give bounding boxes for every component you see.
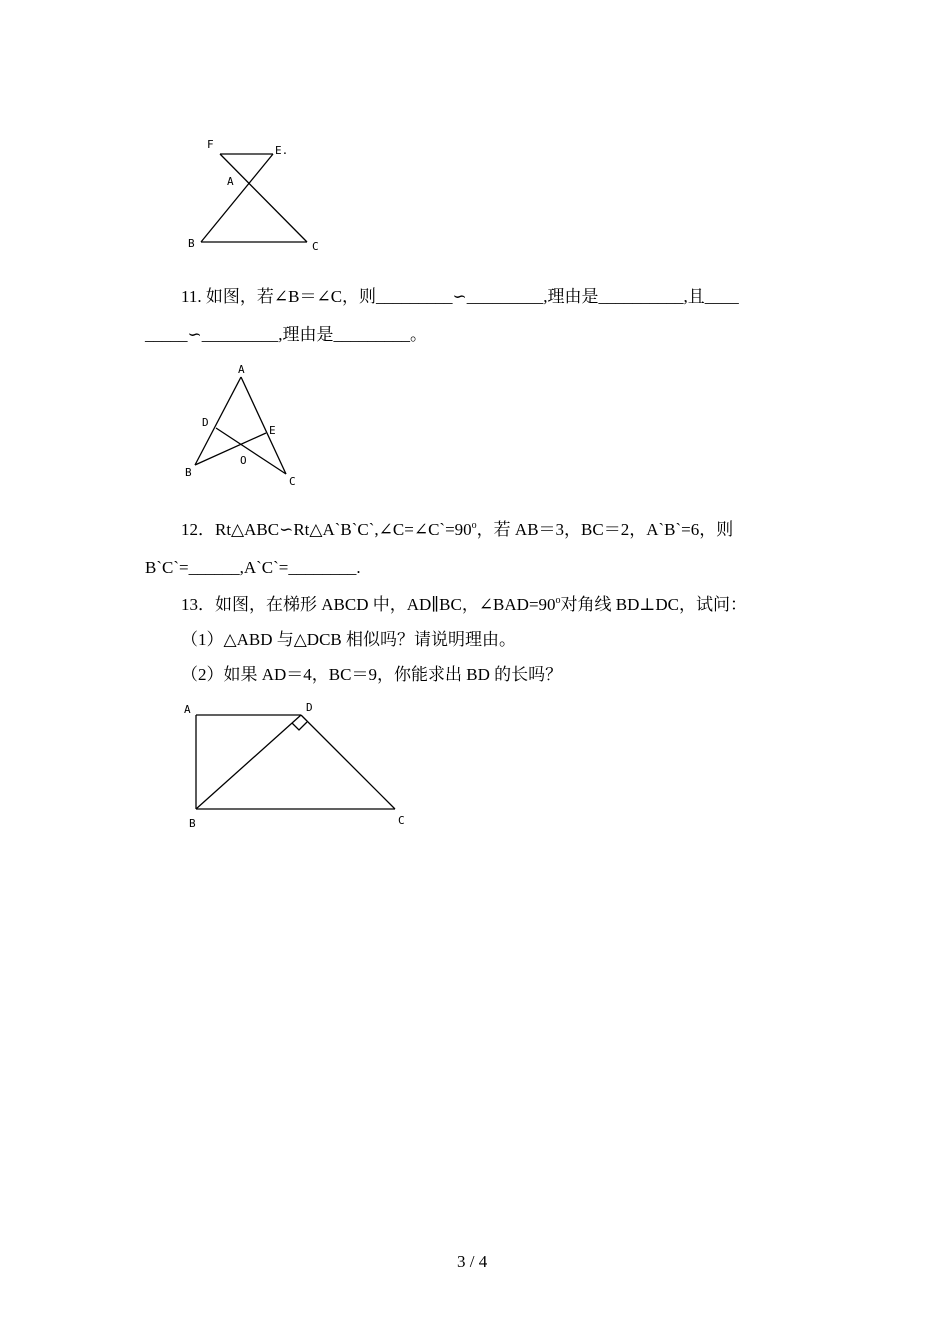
- right-angle-mark: [292, 722, 307, 730]
- figure-trapezoid-abcd: [180, 698, 420, 838]
- segment-dc: [301, 715, 395, 809]
- degree-superscript: o: [471, 520, 477, 531]
- question-13-line1-b: 对角线 BD⊥DC，试问：: [560, 595, 748, 614]
- question-11-line1: 11. 如图，若∠B＝∠C，则_________∽_________,理由是__________,且____: [181, 287, 739, 306]
- label-a: A: [184, 703, 191, 716]
- question-12-line1-a: 12．Rt△ABC∽Rt△A`B`C`,∠C=∠C`=90: [181, 520, 472, 539]
- degree-superscript: o: [555, 595, 561, 606]
- segment-bd: [196, 715, 301, 809]
- label-d: D: [202, 416, 209, 429]
- figure-triangle-abc-cevians: [180, 360, 320, 495]
- question-13-part1: （1）△ABD 与△DCB 相似吗？请说明理由。: [181, 630, 516, 649]
- segment-fc: [220, 154, 307, 242]
- label-b: B: [188, 237, 195, 250]
- label-a: A: [227, 175, 234, 188]
- segment-eb: [201, 154, 273, 242]
- label-o: O: [240, 454, 247, 467]
- label-c: C: [289, 475, 296, 488]
- label-a: A: [238, 363, 245, 376]
- page-number: 3 / 4: [457, 1252, 488, 1271]
- label-f: F: [207, 138, 214, 151]
- label-e: E.: [275, 144, 289, 157]
- question-12-line1: [181, 520, 733, 540]
- question-13-line1: [181, 595, 747, 615]
- label-d: D: [306, 701, 313, 714]
- label-b: B: [189, 817, 196, 830]
- figure-triangles-fe-bc: [180, 130, 340, 260]
- question-11-line2: _____∽_________,理由是_________。: [145, 325, 427, 344]
- label-b: B: [185, 466, 192, 479]
- question-13-part2: （2）如果 AD＝4，BC＝9，你能求出 BD 的长吗？: [181, 665, 563, 684]
- question-13-line1-a: 13．如图，在梯形 ABCD 中，AD∥BC，∠BAD=90: [181, 595, 556, 614]
- question-12-line2: B`C`=______,A`C`=________.: [145, 558, 361, 577]
- label-c: C: [398, 814, 405, 827]
- label-e: E: [269, 424, 276, 437]
- question-12-line1-b: ，若 AB＝3，BC＝2，A`B`=6，则: [476, 520, 734, 539]
- label-c: C: [312, 240, 319, 253]
